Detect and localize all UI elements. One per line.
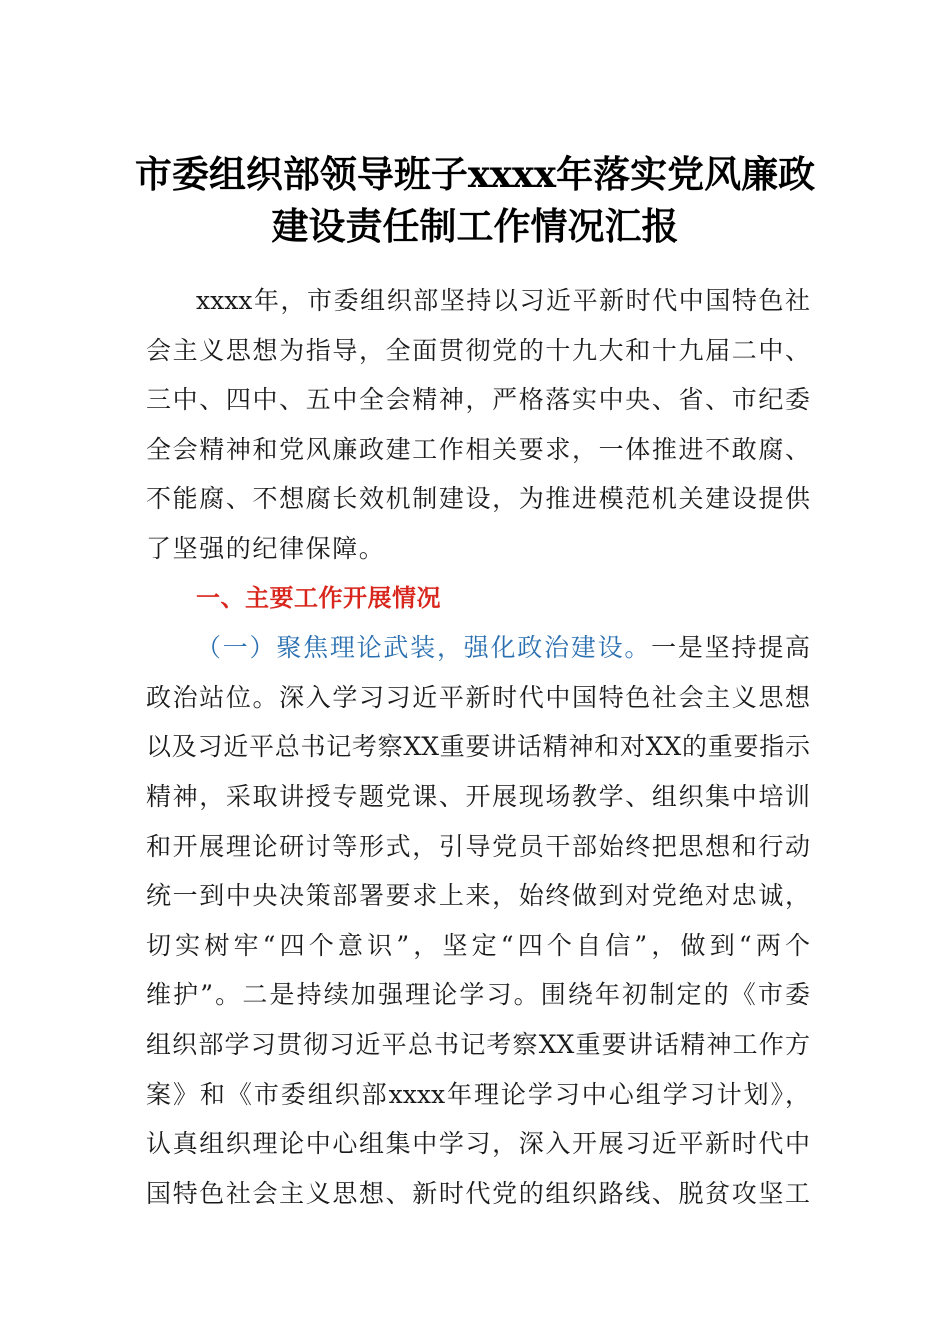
paragraph-line: 统一到中央决策部署要求上来，始终做到对党绝对忠诚，	[146, 881, 810, 911]
paragraph-line: 国特色社会主义思想、新时代党的组织路线、脱贫攻坚工	[146, 1178, 810, 1208]
paragraph-line: 精神，采取讲授专题党课、开展现场教学、组织集中培训	[146, 781, 810, 811]
intro-paragraph	[146, 276, 810, 574]
paragraph-line: 和开展理论研讨等形式，引导党员干部始终把思想和行动	[146, 831, 810, 861]
paragraph-line: 切实树牢“四个意识”，坚定“四个自信”，做到“两个	[146, 930, 810, 960]
paragraph-text: 一是坚持提高	[651, 633, 810, 663]
title-line-2: 建设责任制工作情况汇报	[271, 204, 679, 248]
section-heading: 一、主要工作开展情况	[196, 583, 441, 612]
paragraph-line: 案》和《市委组织部xxxx年理论学习中心组学习计划》，	[146, 1079, 810, 1109]
paragraph-line: 认真组织理论中心组集中学习，深入开展习近平新时代中	[146, 1129, 810, 1159]
document-body	[146, 276, 810, 1218]
paragraph-line: 维护”。二是持续加强理论学习。围绕年初制定的《市委	[146, 980, 810, 1010]
title-line-1: 市委组织部领导班子xxxx年落实党风廉政	[134, 152, 816, 196]
paragraph-line	[146, 623, 810, 673]
paragraph-line: xxxx年，市委组织部坚持以习近平新时代中国特色社	[196, 286, 810, 315]
paragraph-line: 了坚强的纪律保障。	[146, 533, 386, 563]
paragraph-line: 不能腐、不想腐长效机制建设，为推进模范机关建设提供	[146, 484, 810, 514]
subsection-heading: （一）聚焦理论武装，强化政治建设。	[196, 633, 652, 663]
document-title	[100, 148, 850, 252]
paragraph-line: 以及习近平总书记考察XX重要讲话精神和对XX的重要指示	[146, 732, 810, 762]
paragraph-line: 全会精神和党风廉政建工作相关要求，一体推进不敢腐、	[146, 434, 810, 464]
paragraph-line: 会主义思想为指导，全面贯彻党的十九大和十九届二中、	[146, 335, 810, 365]
subsection-paragraph	[146, 623, 810, 1218]
paragraph-line: 组织部学习贯彻习近平总书记考察XX重要讲话精神工作方	[146, 1029, 810, 1059]
paragraph-line: 政治站位。深入学习习近平新时代中国特色社会主义思想	[146, 682, 810, 712]
paragraph-line: 三中、四中、五中全会精神，严格落实中央、省、市纪委	[146, 385, 810, 415]
